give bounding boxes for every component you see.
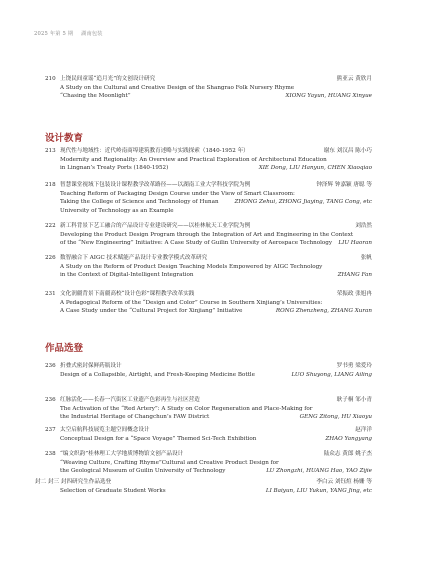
page-number: 231	[45, 291, 56, 297]
english-authors: ZHAO Yangyang	[325, 435, 372, 442]
english-title-line: Design of a Collapsible, Airtight, and Fresh-Keeping Medicine Bottle	[60, 371, 255, 378]
english-title-line: in the Context of Digital-Intelligent Integration	[60, 272, 194, 279]
english-title-line: Selection of Graduate Student Works	[60, 487, 166, 494]
chinese-authors: 耿子桐 邹小青	[336, 397, 372, 403]
chinese-authors: 张帆	[360, 255, 372, 261]
chinese-title: 研究生作品选登	[72, 479, 112, 485]
english-title-line: The Activation of the “Red Artery”: A Study on Color Regeneration and Place-Making for	[60, 405, 313, 412]
english-authors: ZHONG Zehui, ZHONG Jiaying, TANG Cong, etc	[234, 199, 372, 206]
page-number: 237	[45, 427, 56, 433]
toc-entry[interactable]	[35, 478, 372, 495]
english-authors: LU Zhongzhi, HUANG Hao, YAO Zijie	[266, 468, 372, 475]
english-title-line: Teaching Reform of Packaging Design Course under the View of Smart Classroom:	[60, 190, 295, 197]
toc-entry[interactable]	[45, 426, 372, 443]
toc-entry[interactable]	[45, 254, 372, 280]
chinese-title: 折叠式密封保鲜药瓶设计	[60, 363, 122, 369]
page-number: 236	[45, 363, 56, 369]
toc-entry[interactable]	[45, 362, 372, 379]
chinese-authors: 赵洋洋	[355, 427, 372, 433]
running-header	[34, 30, 109, 37]
english-title-line: Developing the Product Design Program through the Integration of Art and Engineering in the Context	[60, 231, 354, 238]
english-title-line: Taking the College of Science and Technology of Hunan University of Technology as an Example	[60, 199, 219, 214]
english-title-line: “Chasing the Moonlight”	[60, 93, 131, 100]
chinese-authors: 荣振政 张旭冉	[336, 291, 372, 297]
toc-entry[interactable]	[45, 290, 372, 316]
english-authors: RONG Zhenzheng, ZHANG Xuran	[275, 308, 372, 315]
english-title-line: A Case Study under the “Cultural Project for Xinjiang” Initiative	[60, 308, 243, 315]
chinese-authors: 罗书勇 梁爱玲	[336, 363, 372, 369]
page-number: 236	[45, 397, 56, 403]
chinese-title: 智慧课堂视域下包装设计课程教学改革路径——以湖南工业大学科技学院为例	[60, 182, 251, 188]
english-title-line: Conceptual Design for a “Space Voyage” Themed Sci-Tech Exhibition	[60, 435, 257, 442]
english-authors: GENG Zitong, HU Xiaoyu	[299, 414, 372, 421]
chinese-authors: 谢东 刘汉昌 陈小巧	[323, 148, 372, 154]
chinese-authors: 李白云 刘钰煊 杨姗 等	[316, 479, 372, 485]
english-authors: LIU Haoran	[338, 240, 372, 247]
chinese-title: 上饶民间童谣“追月光”的文创设计研究	[60, 76, 156, 82]
chinese-authors: 刘浩然	[355, 223, 372, 229]
english-title-line: Modernity and Regionality: An Overview and Practical Exploration of Architectural Education	[60, 156, 327, 163]
header-year-issue: 2025 年第 5 期	[34, 31, 74, 37]
english-authors: XIONG Yayun, HUANG Xinyue	[285, 93, 372, 100]
toc-entry[interactable]	[45, 450, 372, 476]
english-authors: XIE Dong, LIU Hanyun, CHEN Xiaoqiao	[258, 165, 372, 172]
english-title-line: of the “New Engineering” Initiative: A Case Study of Guilin University of Aerospace Technology	[60, 240, 333, 247]
english-title-line: A Study on the Reform of Product Design Teaching Models Empowered by AIGC Technology	[60, 263, 323, 270]
english-title-line: “Weaving Culture, Crafting Rhyme”Cultural and Creative Product Design for	[60, 459, 279, 466]
header-journal: 湖南包装	[81, 31, 103, 37]
toc-entry[interactable]	[45, 147, 372, 173]
chinese-authors: 陆众志 黄郎 姚子杰	[323, 451, 372, 457]
chinese-title: 现代性与地域性：近代岭南商埠建筑教育述略与实践探索（1840-1952 年）	[60, 148, 249, 154]
toc-entry[interactable]	[45, 396, 372, 422]
section-title: 作品选登	[45, 343, 84, 354]
english-title-line: A Pedagogical Reform of the “Design and Color” Course in Southern Xinjiang’s Universities:	[60, 299, 323, 306]
chinese-authors: 熊亚云 黄欣月	[336, 76, 372, 82]
section-title: 设计教育	[45, 133, 84, 144]
chinese-title: “编文织韵”桂林理工大学地质博物馆文创产品设计	[60, 451, 184, 457]
page-number: 封二 封三 封四	[35, 479, 73, 485]
english-authors: LI Baiyun, LIU Yukun, YANG Jing, etc	[265, 487, 372, 494]
toc-entry[interactable]	[45, 181, 372, 215]
toc-entry[interactable]	[45, 222, 372, 248]
chinese-title: 文化润疆背景下南疆高校“设计色彩”课程教学改革实践	[60, 291, 195, 297]
page-number: 238	[45, 451, 56, 457]
page-number: 210	[45, 76, 56, 82]
english-title-line: the Geological Museum of Guilin University of Technology	[60, 468, 226, 475]
page-number: 213	[45, 148, 56, 154]
page-number: 218	[45, 182, 56, 188]
english-title-line: the Industrial Heritage of Changchun’s FAW District	[60, 414, 210, 421]
english-title-line: in Lingnan’s Treaty Ports (1840-1952)	[60, 165, 169, 172]
chinese-authors: 钟泽辉 钟嘉颖 唐聪 等	[316, 182, 372, 188]
english-title-line: A Study on the Cultural and Creative Design of the Shangrao Folk Nursery Rhyme	[60, 84, 295, 91]
toc-entry[interactable]	[45, 75, 372, 101]
page-number: 222	[45, 223, 56, 229]
chinese-title: 太空启航科技展览主题空间概念设计	[60, 427, 150, 433]
english-authors: LUO Shuyong, LIANG Ailing	[291, 371, 372, 378]
english-authors: ZHANG Fan	[337, 272, 372, 279]
chinese-title: 新工科背景下艺工融合的产品设计专业建设研究——以桂林航天工业学院为例	[60, 223, 251, 229]
page-number: 226	[45, 255, 56, 261]
chinese-title: 数智融合下 AIGC 技术赋能产品设计专业教学模式改革研究	[60, 255, 208, 261]
chinese-title: 红脉活化——长春一汽街区工业遗产色彩再生与社区营造	[60, 397, 200, 403]
